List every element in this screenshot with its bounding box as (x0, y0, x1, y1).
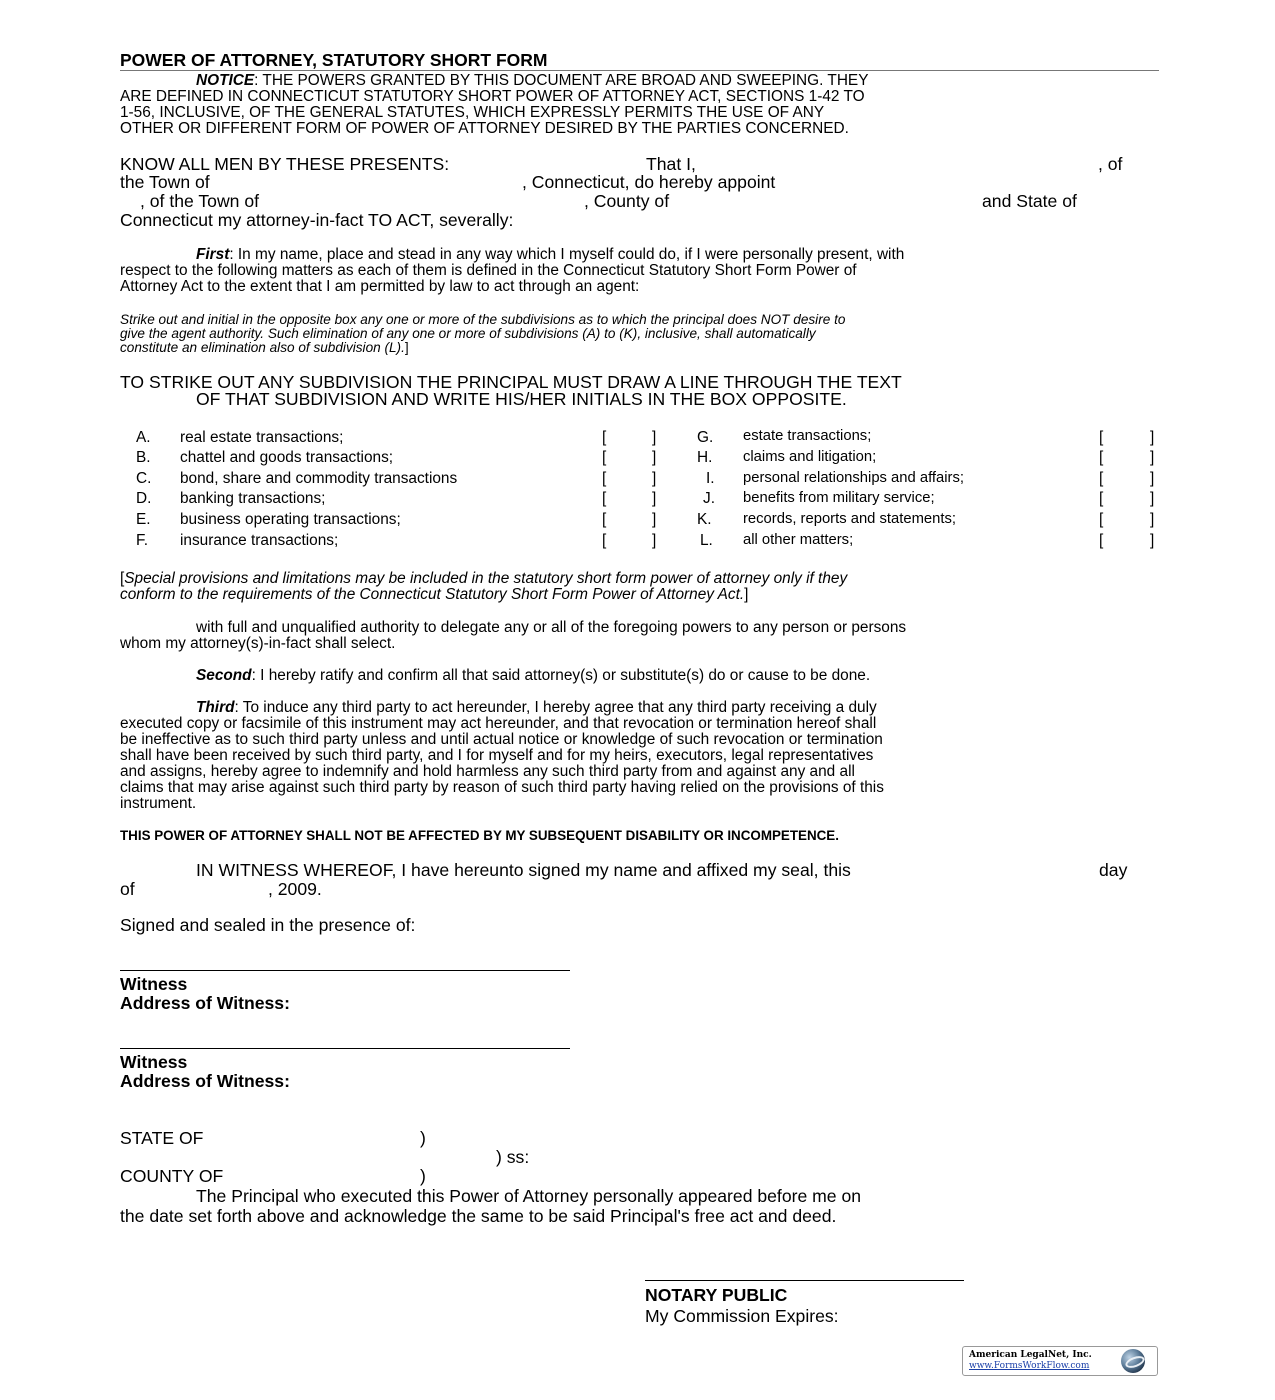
initial-box-close: ] (652, 532, 657, 549)
that-i: That I, (646, 154, 696, 174)
initial-box-open: [ (602, 449, 607, 466)
subdivision-letter: J. (703, 490, 715, 507)
subdivision-text: real estate transactions; (180, 429, 344, 446)
signed-presence: Signed and sealed in the presence of: (120, 915, 416, 935)
notice-line-3: 1-56, INCLUSIVE, OF THE GENERAL STATUTES, WHICH EXPRESSLY PERMITS THE USE OF ANY (120, 104, 825, 121)
initial-box-close: ] (652, 490, 657, 507)
initial-box-close: ] (1150, 511, 1155, 528)
subdivision-letter: E. (136, 511, 151, 528)
document-title: POWER OF ATTORNEY, STATUTORY SHORT FORM (120, 50, 548, 70)
county-of: , County of (584, 191, 670, 211)
venue-paren-1: ) (420, 1128, 426, 1148)
subdivision-text: estate transactions; (743, 428, 872, 444)
first-line-3: Attorney Act to the extent that I am permitted by law to act through an agent: (120, 278, 640, 295)
subdivision-text: banking transactions; (180, 490, 326, 507)
initial-box-close: ] (1150, 490, 1155, 507)
third-line-2: executed copy or facsimile of this instrument may act hereunder, and that revocation or termination hereof shall (120, 715, 877, 732)
initial-box-close: ] (1150, 429, 1155, 446)
initial-box-open: [ (1099, 532, 1104, 549)
connecticut-attorney: Connecticut my attorney-in-fact TO ACT, severally: (120, 210, 514, 230)
third-line-6: claims that may arise against such third party by reason of such third party having relied on the provisions of this (120, 779, 884, 796)
witness-2-label: Witness (120, 1052, 188, 1072)
witness-clause-line-1: IN WITNESS WHEREOF, I have hereunto signed my name and affixed my seal, this (196, 860, 851, 880)
subdivision-text: bond, share and commodity transactions (180, 470, 458, 487)
initial-box-open: [ (1099, 449, 1104, 466)
witness-2-address: Address of Witness: (120, 1071, 290, 1091)
of-the-town-of: , of the Town of (140, 191, 259, 211)
subdivision-text: claims and litigation; (743, 449, 877, 465)
logo-url[interactable]: www.FormsWorkFlow.com (969, 1361, 1090, 1371)
initial-box-close: ] (1150, 470, 1155, 487)
strike-heading-line-1: TO STRIKE OUT ANY SUBDIVISION THE PRINCIPAL MUST DRAW A LINE THROUGH THE TEXT (120, 372, 902, 392)
notary-commission: My Commission Expires: (645, 1306, 839, 1326)
do-hereby-appoint: , Connecticut, do hereby appoint (522, 172, 776, 192)
third-line-3: be ineffective as to such third party unless and until actual notice or knowledge of such revocation or termination (120, 731, 883, 748)
initial-box-open: [ (1099, 490, 1104, 507)
first-line-1: First: In my name, place and stead in any way which I myself could do, if I were personally present, with (196, 246, 905, 263)
subdivision-text: all other matters; (743, 532, 854, 548)
initial-box-open: [ (602, 470, 607, 487)
subdivision-text: records, reports and statements; (743, 511, 957, 527)
third-label: Third (196, 699, 235, 716)
venue-paren-2: ) (420, 1166, 426, 1186)
witness-1-signature-line (120, 970, 570, 971)
initial-box-close: ] (1150, 449, 1155, 466)
of-comma: , of (1098, 154, 1123, 174)
know-all-men: KNOW ALL MEN BY THESE PRESENTS: (120, 154, 450, 174)
disability-clause: THIS POWER OF ATTORNEY SHALL NOT BE AFFECTED BY MY SUBSEQUENT DISABILITY OR INCOMPETENCE. (120, 828, 839, 843)
initial-box-close: ] (652, 470, 657, 487)
initial-box-close: ] (652, 429, 657, 446)
initial-box-open: [ (602, 532, 607, 549)
notice-line-1: NOTICE: THE POWERS GRANTED BY THIS DOCUMENT ARE BROAD AND SWEEPING. THEY (196, 72, 869, 89)
first-label: First (196, 246, 230, 263)
third-line-4: shall have been received by such third party, and I for myself and for my heirs, executors, legal representatives (120, 747, 874, 764)
strike-note-line-1: Strike out and initial in the opposite box any one or more of the subdivisions as to which the principal does NOT desire to (120, 312, 846, 327)
subdivision-letter: I. (706, 470, 715, 487)
initial-box-open: [ (1099, 511, 1104, 528)
subdivision-letter: F. (136, 532, 148, 549)
title-rule (120, 70, 1159, 71)
subdivision-letter: B. (136, 449, 151, 466)
initial-box-close: ] (652, 511, 657, 528)
special-line-2: conform to the requirements of the Connecticut Statutory Short Form Power of Attorney Act.] (120, 586, 749, 603)
witness-clause-day: day (1099, 860, 1128, 880)
initial-box-open: [ (1099, 470, 1104, 487)
venue-county: COUNTY OF (120, 1166, 224, 1186)
notice-line-4: OTHER OR DIFFERENT FORM OF POWER OF ATTORNEY DESIRED BY THE PARTIES CONCERNED. (120, 120, 849, 137)
acknowledgment-line-2: the date set forth above and acknowledge the same to be said Principal's free act and deed. (120, 1206, 837, 1226)
notice-line-2: ARE DEFINED IN CONNECTICUT STATUTORY SHORT POWER OF ATTORNEY ACT, SECTIONS 1-42 TO (120, 88, 865, 105)
subdivision-letter: K. (697, 511, 712, 528)
logo-company: American LegalNet, Inc. (969, 1350, 1092, 1360)
notary-label: NOTARY PUBLIC (645, 1285, 788, 1305)
subdivision-text: benefits from military service; (743, 490, 935, 506)
initial-box-open: [ (602, 511, 607, 528)
subdivision-text: business operating transactions; (180, 511, 401, 528)
initial-box-close: ] (652, 449, 657, 466)
delegate-line-1: with full and unqualified authority to delegate any or all of the foregoing powers to any person or persons (196, 619, 907, 636)
initial-box-open: [ (1099, 429, 1104, 446)
delegate-line-2: whom my attorney(s)-in-fact shall select. (120, 635, 396, 652)
acknowledgment-line-1: The Principal who executed this Power of Attorney personally appeared before me on (196, 1186, 862, 1206)
witness-clause-of: of (120, 879, 135, 899)
initial-box-close: ] (1150, 532, 1155, 549)
strike-note-line-2: give the agent authority. Such elimination of any one or more of subdivisions (A) to (K), inclusive, shall automatically (120, 326, 816, 341)
strike-note-line-3: constitute an elimination also of subdivision (L).] (120, 340, 409, 355)
american-legalnet-logo[interactable] (962, 1346, 1158, 1376)
second-label: Second (196, 667, 252, 684)
town-of: the Town of (120, 172, 210, 192)
initial-box-open: [ (602, 490, 607, 507)
witness-1-label: Witness (120, 974, 188, 994)
first-line-2: respect to the following matters as each of them is defined in the Connecticut Statutory Short Form Power of (120, 262, 857, 279)
subdivision-letter: L. (700, 532, 713, 549)
venue-state: STATE OF (120, 1128, 204, 1148)
third-line-5: and assigns, hereby agree to indemnify and hold harmless any such third party from and against any and all (120, 763, 855, 780)
subdivision-letter: A. (136, 429, 151, 446)
third-line-7: instrument. (120, 795, 197, 812)
initial-box-open: [ (602, 429, 607, 446)
strike-heading-line-2: OF THAT SUBDIVISION AND WRITE HIS/HER INITIALS IN THE BOX OPPOSITE. (196, 389, 847, 409)
subdivision-letter: H. (697, 449, 713, 466)
third-line-1: Third: To induce any third party to act hereunder, I hereby agree that any third party receiving a duly (196, 699, 877, 716)
state-of: and State of (982, 191, 1077, 211)
subdivision-letter: G. (697, 429, 714, 446)
subdivision-text: personal relationships and affairs; (743, 470, 964, 486)
witness-clause-year: , 2009. (268, 879, 322, 899)
notary-signature-line (645, 1280, 964, 1281)
globe-icon (1121, 1349, 1145, 1373)
second-clause: Second: I hereby ratify and confirm all that said attorney(s) or substitute(s) do or cause to be done. (196, 667, 871, 684)
subdivision-letter: D. (136, 490, 152, 507)
subdivision-text: chattel and goods transactions; (180, 449, 394, 466)
venue-ss: ) ss: (496, 1147, 530, 1167)
witness-1-address: Address of Witness: (120, 993, 290, 1013)
subdivision-letter: C. (136, 470, 152, 487)
witness-2-signature-line (120, 1048, 570, 1049)
notice-label: NOTICE (196, 72, 255, 89)
special-line-1: [Special provisions and limitations may be included in the statutory short form power of attorney only if they (120, 570, 848, 587)
subdivision-text: insurance transactions; (180, 532, 339, 549)
